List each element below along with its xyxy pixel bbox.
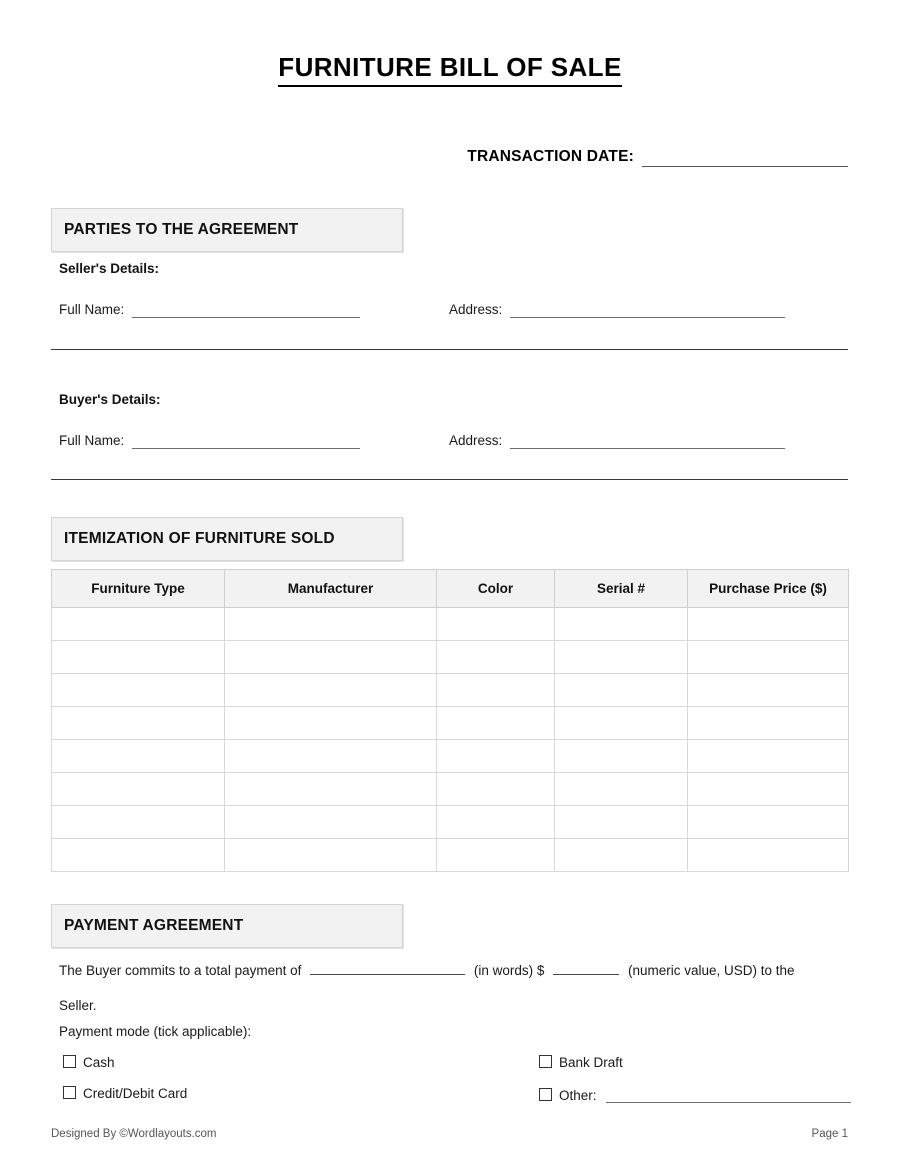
- table-row: [52, 608, 849, 641]
- table-cell[interactable]: [52, 839, 225, 872]
- table-cell[interactable]: [52, 740, 225, 773]
- column-header-serial: Serial #: [555, 570, 688, 608]
- transaction-date-input[interactable]: [642, 146, 848, 167]
- column-header-purchase-price: Purchase Price ($): [688, 570, 849, 608]
- table-cell[interactable]: [225, 773, 437, 806]
- payment-statement-part-3: (numeric value, USD) to the: [627, 963, 795, 978]
- table-cell[interactable]: [688, 608, 849, 641]
- table-cell[interactable]: [688, 839, 849, 872]
- table-cell[interactable]: [688, 641, 849, 674]
- seller-address-field: [449, 300, 785, 318]
- table-cell[interactable]: [225, 806, 437, 839]
- table-cell[interactable]: [555, 740, 688, 773]
- table-cell[interactable]: [225, 674, 437, 707]
- buyer-full-name-label: Full Name:: [59, 433, 125, 448]
- seller-section-divider: [51, 349, 848, 350]
- footer-credit: Designed By ©Wordlayouts.com: [51, 1128, 217, 1140]
- payment-statement-part-2: (in words) $: [473, 963, 545, 978]
- seller-details-heading: Seller's Details:: [59, 261, 160, 276]
- table-cell[interactable]: [555, 839, 688, 872]
- table-row: [52, 674, 849, 707]
- buyer-address-field: [449, 431, 785, 449]
- transaction-date-row: [52, 146, 848, 167]
- buyer-full-name-input[interactable]: [132, 431, 360, 449]
- table-cell[interactable]: [52, 608, 225, 641]
- buyer-address-label: Address:: [449, 433, 503, 448]
- section-header-itemization: ITEMIZATION OF FURNITURE SOLD: [51, 517, 403, 561]
- buyer-address-input[interactable]: [510, 431, 785, 449]
- seller-full-name-input[interactable]: [132, 300, 360, 318]
- table-cell[interactable]: [555, 608, 688, 641]
- footer-page-number: Page 1: [811, 1128, 848, 1140]
- checkbox-bank-draft-label: Bank Draft: [559, 1055, 623, 1070]
- transaction-date-label: TRANSACTION DATE:: [467, 148, 634, 165]
- checkbox-icon[interactable]: [63, 1055, 76, 1068]
- checkbox-icon[interactable]: [539, 1055, 552, 1068]
- table-cell[interactable]: [688, 806, 849, 839]
- checkbox-icon[interactable]: [539, 1088, 552, 1101]
- table-row: [52, 839, 849, 872]
- checkbox-other[interactable]: [539, 1086, 851, 1103]
- checkbox-icon[interactable]: [63, 1086, 76, 1099]
- seller-address-label: Address:: [449, 302, 503, 317]
- column-header-furniture-type: Furniture Type: [52, 570, 225, 608]
- buyer-section-divider: [51, 479, 848, 480]
- page-footer: [51, 1128, 848, 1140]
- table-cell[interactable]: [52, 806, 225, 839]
- table-cell[interactable]: [52, 674, 225, 707]
- table-cell[interactable]: [52, 641, 225, 674]
- section-header-payment: PAYMENT AGREEMENT: [51, 904, 403, 948]
- table-header-row: [52, 570, 849, 608]
- section-header-parties: PARTIES TO THE AGREEMENT: [51, 208, 403, 252]
- table-cell[interactable]: [225, 839, 437, 872]
- table-cell[interactable]: [555, 707, 688, 740]
- table-row: [52, 740, 849, 773]
- table-cell[interactable]: [225, 707, 437, 740]
- checkbox-cash-label: Cash: [83, 1055, 115, 1070]
- table-cell[interactable]: [437, 707, 555, 740]
- table-cell[interactable]: [688, 740, 849, 773]
- payment-statement-line-2: Seller.: [59, 998, 97, 1013]
- payment-mode-label: Payment mode (tick applicable):: [59, 1024, 252, 1039]
- table-cell[interactable]: [688, 674, 849, 707]
- buyer-full-name-field: [59, 431, 360, 449]
- checkbox-cash[interactable]: [63, 1055, 115, 1070]
- table-cell[interactable]: [52, 773, 225, 806]
- seller-address-input[interactable]: [510, 300, 785, 318]
- table-row: [52, 773, 849, 806]
- table-cell[interactable]: [225, 641, 437, 674]
- checkbox-other-label: Other:: [559, 1088, 597, 1103]
- column-header-color: Color: [437, 570, 555, 608]
- table-cell[interactable]: [437, 674, 555, 707]
- table-cell[interactable]: [437, 740, 555, 773]
- checkbox-bank-draft[interactable]: [539, 1055, 623, 1070]
- page-title: [0, 52, 900, 83]
- table-cell[interactable]: [437, 773, 555, 806]
- seller-fields-row: [59, 296, 848, 318]
- checkbox-credit-debit-card-label: Credit/Debit Card: [83, 1086, 188, 1101]
- table-cell[interactable]: [437, 641, 555, 674]
- table-cell[interactable]: [52, 707, 225, 740]
- itemization-table-body: [52, 608, 849, 872]
- checkbox-credit-debit-card[interactable]: [63, 1086, 187, 1101]
- table-cell[interactable]: [555, 641, 688, 674]
- seller-full-name-label: Full Name:: [59, 302, 125, 317]
- page-title-text: FURNITURE BILL OF SALE: [278, 52, 621, 87]
- column-header-manufacturer: Manufacturer: [225, 570, 437, 608]
- table-cell[interactable]: [555, 806, 688, 839]
- payment-statement-line-1: [59, 955, 848, 987]
- buyer-fields-row: [59, 427, 848, 449]
- table-cell[interactable]: [437, 839, 555, 872]
- other-payment-mode-input[interactable]: [606, 1086, 851, 1103]
- payment-statement-part-1: The Buyer commits to a total payment of: [59, 963, 302, 978]
- buyer-details-heading: Buyer's Details:: [59, 392, 161, 407]
- table-cell[interactable]: [437, 806, 555, 839]
- payment-mode-row-1: [59, 1055, 848, 1077]
- seller-full-name-field: [59, 300, 360, 318]
- itemization-table: [51, 569, 849, 872]
- table-cell[interactable]: [555, 773, 688, 806]
- table-cell[interactable]: [225, 740, 437, 773]
- payment-amount-numeric-input[interactable]: [553, 959, 619, 975]
- table-row: [52, 806, 849, 839]
- table-cell[interactable]: [555, 674, 688, 707]
- table-cell[interactable]: [688, 707, 849, 740]
- table-row: [52, 707, 849, 740]
- table-cell[interactable]: [688, 773, 849, 806]
- table-cell[interactable]: [437, 608, 555, 641]
- table-row: [52, 641, 849, 674]
- payment-amount-words-input[interactable]: [310, 959, 465, 975]
- table-cell[interactable]: [225, 608, 437, 641]
- payment-mode-row-2: [59, 1086, 848, 1108]
